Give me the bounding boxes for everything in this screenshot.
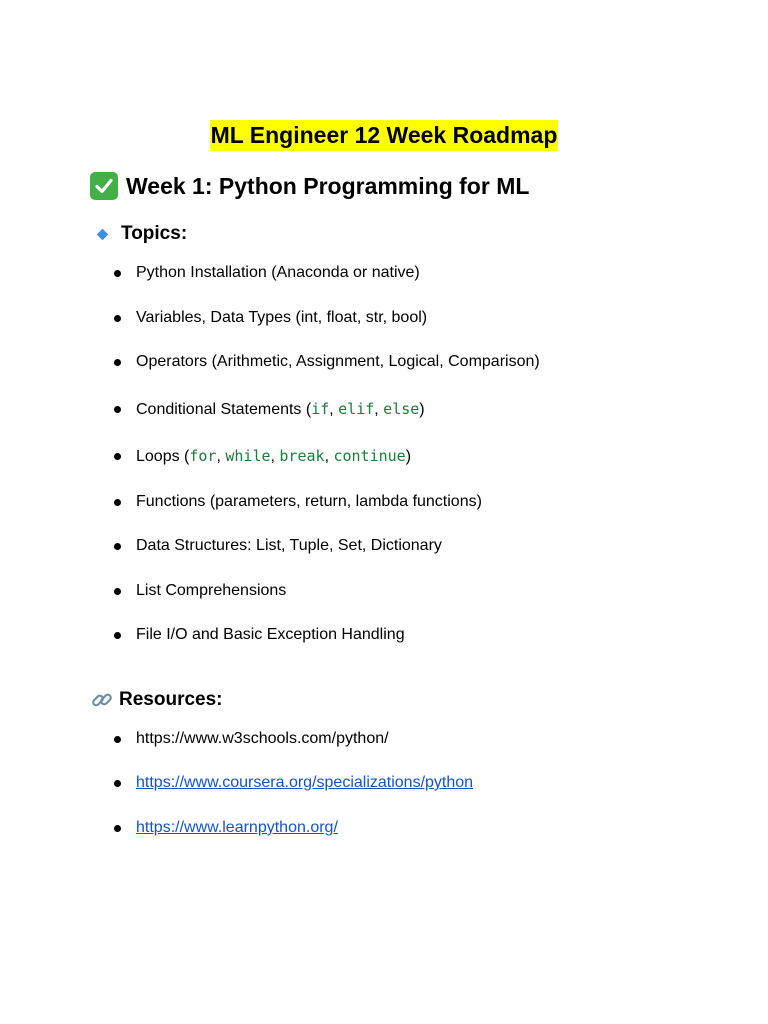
list-item-text: Variables, Data Types (int, float, str, bool)	[136, 309, 428, 326]
small-blue-diamond-icon	[97, 228, 108, 239]
week-heading	[90, 169, 529, 203]
code-continue: continue	[333, 447, 406, 465]
list-item	[112, 399, 425, 420]
list-item-text: Functions (parameters, return, lambda functions)	[136, 493, 482, 510]
list-item-text	[136, 446, 411, 467]
list-item	[112, 625, 405, 645]
resource-link-learnpython[interactable]: https://www.learnpython.org/	[136, 819, 338, 836]
bullet-dot-icon	[114, 359, 121, 366]
list-item	[112, 352, 540, 372]
list-item	[112, 818, 338, 838]
list-item	[112, 536, 442, 556]
code-elif: elif	[338, 400, 375, 418]
separator: ,	[216, 448, 226, 465]
bullet-dot-icon	[114, 825, 121, 832]
separator: ,	[270, 448, 280, 465]
bullet-dot-icon	[114, 315, 121, 322]
resource-url-plain: https://www.w3schools.com/python/	[136, 730, 389, 747]
topics-heading-text: Topics:	[121, 223, 188, 244]
bullet-dot-icon	[114, 270, 121, 277]
list-item	[112, 308, 427, 328]
separator: ,	[329, 401, 339, 418]
document-title-text: ML Engineer 12 Week Roadmap	[210, 120, 559, 151]
list-item-text	[136, 399, 425, 420]
close-paren: )	[419, 401, 425, 418]
loops-prefix: Loops (	[136, 448, 190, 465]
code-if: if	[311, 400, 330, 418]
conditional-prefix: Conditional Statements (	[136, 401, 312, 418]
bullet-dot-icon	[114, 736, 121, 743]
bullet-dot-icon	[114, 632, 121, 639]
bullet-dot-icon	[114, 780, 121, 787]
week-heading-text: Week 1: Python Programming for ML	[126, 173, 530, 199]
check-mark-button-icon	[90, 172, 118, 200]
list-item	[112, 492, 482, 512]
code-break: break	[279, 447, 325, 465]
list-item	[112, 773, 473, 793]
list-item	[112, 729, 389, 749]
list-item-text: File I/O and Basic Exception Handling	[136, 626, 405, 643]
bullet-dot-icon	[114, 406, 121, 413]
bullet-dot-icon	[114, 499, 121, 506]
bullet-dot-icon	[114, 453, 121, 460]
resource-link-coursera[interactable]: https://www.coursera.org/specializations/python	[136, 774, 474, 791]
separator: ,	[374, 401, 384, 418]
code-while: while	[225, 447, 271, 465]
resources-heading-text: Resources:	[119, 689, 223, 710]
bullet-dot-icon	[114, 543, 121, 550]
list-item-text: Operators (Arithmetic, Assignment, Logical, Comparison)	[136, 353, 540, 370]
resources-heading	[90, 688, 223, 712]
separator: ,	[324, 448, 334, 465]
bullet-dot-icon	[114, 588, 121, 595]
code-else: else	[383, 400, 420, 418]
close-paren: )	[405, 448, 412, 465]
list-item	[112, 446, 411, 467]
list-item-text: Python Installation (Anaconda or native)	[136, 264, 420, 281]
list-item	[112, 263, 420, 283]
code-for: for	[189, 447, 217, 465]
list-item-text: List Comprehensions	[136, 582, 287, 599]
list-item	[112, 581, 286, 601]
link-icon	[90, 688, 116, 712]
document-title	[0, 114, 768, 151]
topics-heading	[97, 222, 187, 246]
list-item-text: Data Structures: List, Tuple, Set, Dictionary	[136, 537, 442, 554]
